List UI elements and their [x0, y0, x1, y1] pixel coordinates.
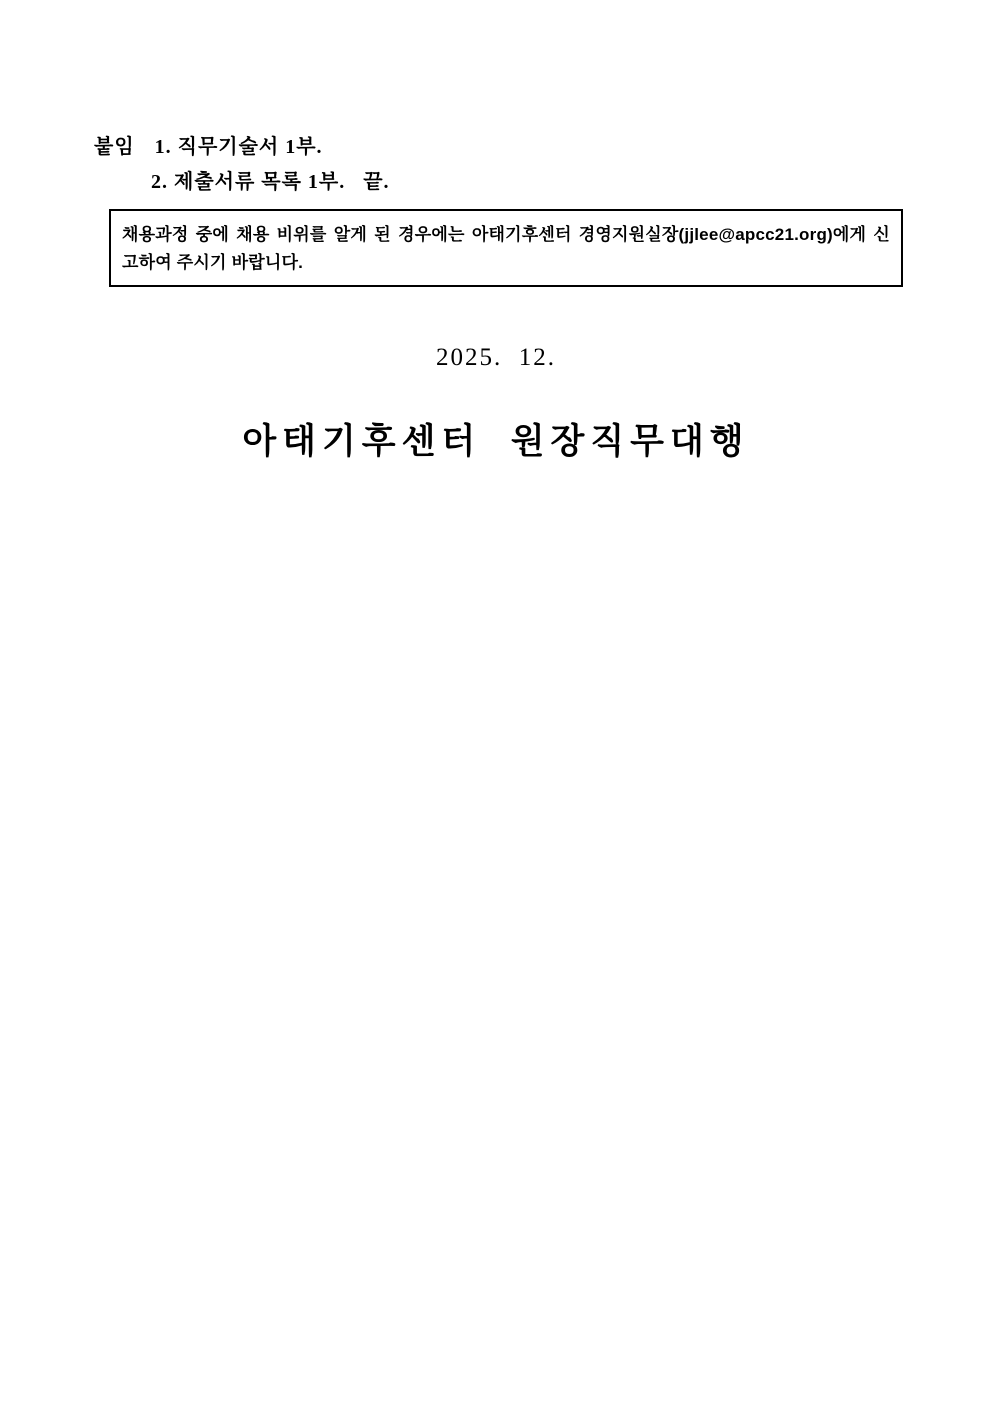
attachments-label: 붙임 — [94, 136, 135, 158]
date-line: 2025. 12. — [436, 344, 556, 371]
signer-line: 아태기후센터 원장직무대행 — [242, 422, 750, 461]
notice-line-2: 고하여 주시기 바랍니다. — [122, 253, 303, 272]
notice-line-1: 채용과정 중에 채용 비위를 알게 된 경우에는 아태기후센터 경영지원실장(jjlee@apcc21.org)에게 신 — [122, 225, 890, 244]
notice-box — [109, 209, 903, 287]
attachment-item-2: 2. 제출서류 목록 1부. 끝. — [151, 171, 390, 193]
attachment-line-2 — [127, 149, 390, 215]
attachment-item-1: 1. 직무기술서 1부. — [154, 136, 323, 158]
